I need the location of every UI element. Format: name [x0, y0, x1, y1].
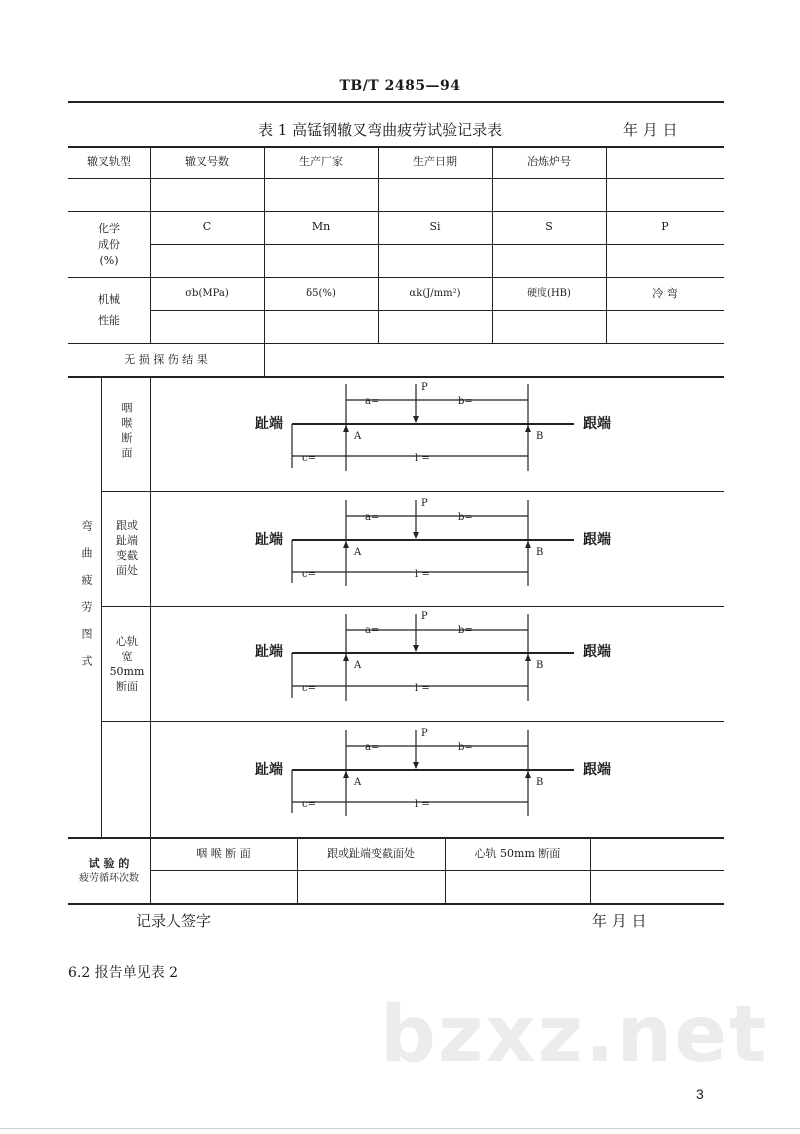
- dim-c: c=: [302, 799, 316, 810]
- header-heat-number: 冶炼炉号: [527, 155, 571, 168]
- table-title: 表 1 高锰钢辙叉弯曲疲劳试验记录表: [258, 121, 503, 139]
- support-a: A: [354, 431, 362, 442]
- col-divider: [378, 146, 379, 343]
- dim-c: c=: [302, 683, 316, 694]
- support-b: B: [536, 660, 544, 671]
- cycles-label-1: 试 验 的: [88, 857, 130, 870]
- bending-row-label-heel-toe: 跟或 趾端 变截 面处: [116, 519, 138, 577]
- heel-label: 跟端: [583, 762, 611, 778]
- chem-c: C: [202, 220, 212, 233]
- header-rule: [68, 101, 724, 103]
- dim-b: b=: [458, 625, 473, 636]
- table-top-border: [68, 146, 724, 148]
- dim-a: a=: [365, 742, 380, 753]
- load-p: P: [421, 728, 428, 739]
- chem-p: P: [661, 220, 669, 233]
- section-6-2: 6.2 报告单见表 2: [68, 965, 179, 981]
- mechanical-label-2: 性能: [98, 314, 120, 327]
- support-a: A: [354, 547, 362, 558]
- load-diagram: [0, 491, 800, 606]
- dim-l: l =: [415, 799, 430, 810]
- scan-edge: [0, 1128, 800, 1129]
- recorder-signature-label: 记录人签字: [136, 912, 212, 930]
- toe-label: 趾端: [255, 644, 283, 660]
- header-production-date: 生产日期: [413, 155, 457, 168]
- toe-label: 趾端: [255, 762, 283, 778]
- header-manufacturer: 生产厂家: [299, 155, 343, 168]
- row-divider: [68, 277, 724, 278]
- mech-hardness: 硬度(HB): [527, 288, 571, 299]
- mech-impact: αk(J/mm²): [409, 288, 461, 299]
- toe-label: 趾端: [255, 532, 283, 548]
- dim-a: a=: [365, 625, 380, 636]
- document-code: TB/T 2485—94: [339, 78, 461, 94]
- load-diagram: [0, 606, 800, 721]
- row-divider: [150, 310, 724, 311]
- support-b: B: [536, 777, 544, 788]
- load-p: P: [421, 382, 428, 393]
- col-divider: [264, 146, 265, 376]
- watermark: bzxz.net: [380, 990, 769, 1080]
- bending-row-label-point: 心轨 宽 50mm 断面: [109, 635, 145, 693]
- dim-l: l =: [415, 569, 430, 580]
- chem-si: Si: [429, 220, 441, 233]
- dim-a: a=: [365, 396, 380, 407]
- support-b: B: [536, 431, 544, 442]
- col-divider: [492, 146, 493, 343]
- cycles-header-throat: 咽 喉 断 面: [196, 847, 251, 860]
- toe-label: 趾端: [255, 416, 283, 432]
- heel-label: 跟端: [583, 416, 611, 432]
- col-divider: [590, 837, 591, 903]
- support-a: A: [354, 777, 362, 788]
- col-divider: [606, 146, 607, 343]
- heel-label: 跟端: [583, 532, 611, 548]
- cycles-mid-divider: [150, 870, 724, 871]
- dim-b: b=: [458, 396, 473, 407]
- header-frog-rail-type: 辙叉轨型: [87, 155, 131, 168]
- table-date: 年 月 日: [623, 121, 678, 139]
- chem-mn: Mn: [311, 220, 331, 233]
- load-diagram: [0, 376, 800, 491]
- row-divider: [68, 343, 724, 344]
- mech-tensile: σb(MPa): [185, 288, 229, 299]
- header-frog-number: 辙叉号数: [185, 155, 229, 168]
- support-b: B: [536, 547, 544, 558]
- signature-date: 年 月 日: [592, 912, 647, 930]
- mechanical-label-1: 机械: [98, 293, 120, 306]
- row-divider: [68, 211, 724, 212]
- load-p: P: [421, 498, 428, 509]
- load-diagram: [0, 721, 800, 837]
- mech-elongation: δ5(%): [306, 288, 336, 299]
- mech-cold-bend: 冷 弯: [652, 287, 678, 300]
- ndt-label: 无 损 探 伤 结 果: [124, 353, 208, 366]
- dim-a: a=: [365, 512, 380, 523]
- support-a: A: [354, 660, 362, 671]
- row-divider: [150, 244, 724, 245]
- dim-l: l =: [415, 683, 430, 694]
- chemical-label-2: 成份: [98, 238, 120, 251]
- col-divider: [150, 146, 151, 343]
- chemical-label-1: 化学: [98, 222, 120, 235]
- cycles-header-heel-toe: 跟或趾端变截面处: [327, 847, 415, 860]
- load-p: P: [421, 611, 428, 622]
- bending-row-label-throat: 咽喉断面: [120, 402, 133, 462]
- dim-c: c=: [302, 569, 316, 580]
- chemical-label-3: (%): [99, 254, 119, 267]
- dim-b: b=: [458, 512, 473, 523]
- cycles-bottom-border: [68, 903, 724, 905]
- dim-b: b=: [458, 742, 473, 753]
- dim-l: l =: [415, 453, 430, 464]
- dim-c: c=: [302, 453, 316, 464]
- heel-label: 跟端: [583, 644, 611, 660]
- cycles-label-2: 疲劳循环次数: [79, 873, 139, 884]
- row-divider: [68, 178, 724, 179]
- bending-bottom-border: [68, 837, 724, 839]
- cycles-header-point: 心轨 50mm 断面: [474, 847, 561, 860]
- bending-group-label: 弯曲疲劳图式: [80, 520, 93, 682]
- page-number: 3: [696, 1086, 704, 1102]
- chem-s: S: [545, 220, 553, 233]
